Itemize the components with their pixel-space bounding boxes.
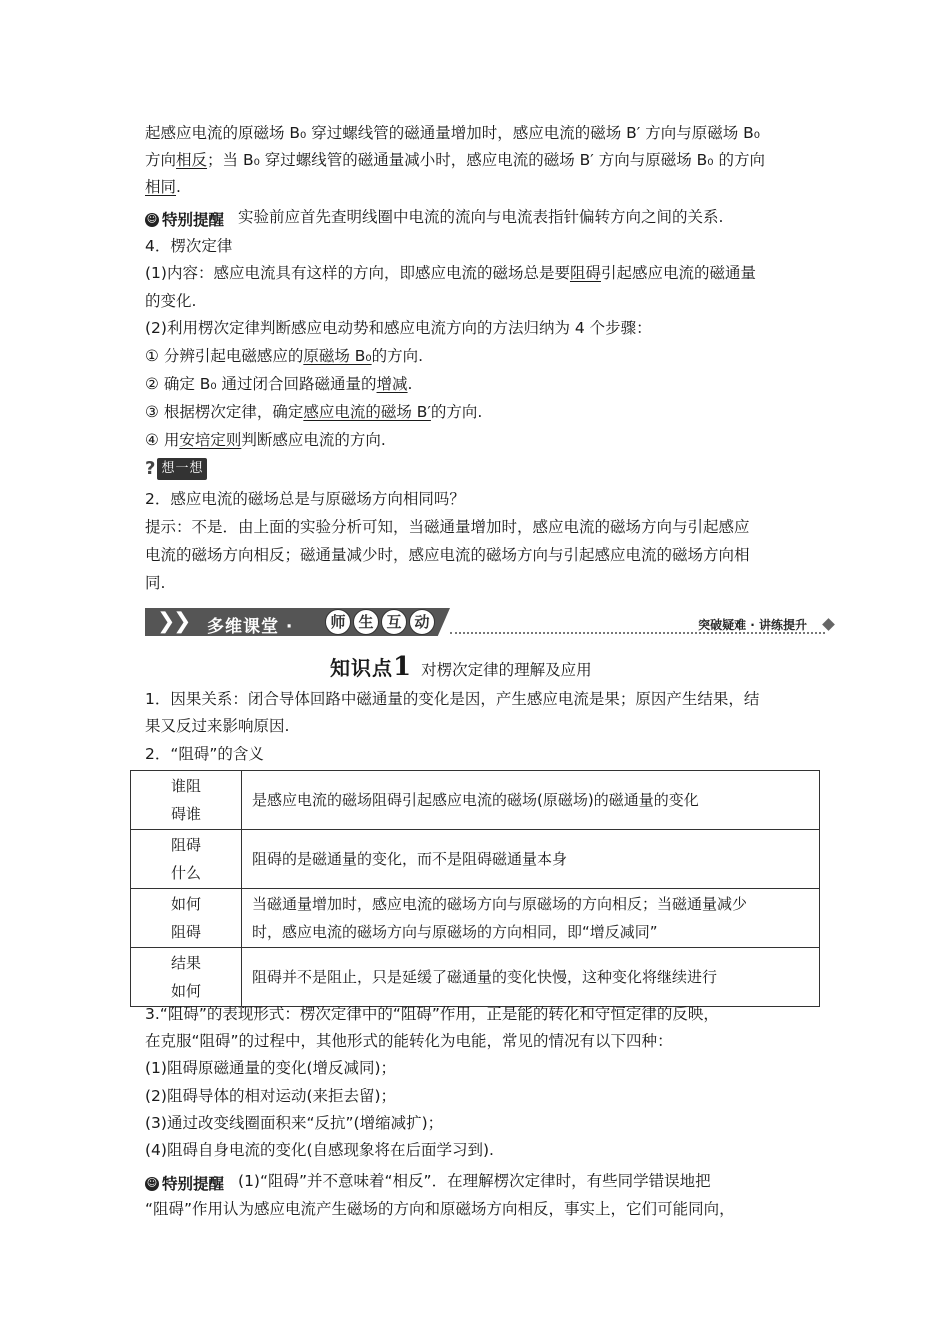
hinder-form-item-3: (3)通过改变线圈面积来“反抗”(增缩减扩)；	[145, 1114, 444, 1132]
lenz-content-line-2: 的变化.	[145, 292, 197, 310]
table-row	[131, 948, 820, 1007]
tip-badge: ☺ 特别提醒	[146, 211, 225, 229]
tip-note-2: ☺ 特别提醒 (1)“阻碍”并不意味着“相反”．在理解楞次定律时，有些同学错误地把	[146, 1172, 711, 1193]
chevron-right-icon: ❯	[157, 609, 176, 634]
table-value-cell: 当磁通量增加时，感应电流的磁场方向与原磁场的方向相反；当磁通量减少 时，感应电流的磁场方向与原磁场的方向相同，即“增反减同”	[242, 889, 820, 948]
lenz-step-1: ① 分辨引起电磁感应的原磁场 B₀的方向.	[145, 347, 424, 365]
table-key-cell: 如何 阻碍	[131, 889, 242, 948]
banner-circle-char: 互	[381, 609, 407, 635]
section-banner	[145, 606, 835, 638]
smile-icon: ☺	[146, 1178, 158, 1189]
think-answer-line-3: 同.	[145, 574, 166, 592]
table-key-cell: 结果 如何	[131, 948, 242, 1007]
hinder-form-item-1: (1)阻碍原磁通量的变化(增反减同)；	[145, 1059, 397, 1077]
table-value-cell: 阻碍的是磁通量的变化，而不是阻碍磁通量本身	[242, 830, 820, 889]
lenz-content-line-1: (1)内容：感应电流具有这样的方向，即感应电流的磁场总是要阻碍引起感应电流的磁通量	[145, 264, 756, 282]
think-badge: ? 想一想	[145, 458, 207, 480]
cause-effect-line-1: 1．因果关系：闭合导体回路中磁通量的变化是因，产生感应电流是果；原因产生结果，结	[145, 690, 760, 708]
answer-underline: 安培定则	[179, 431, 242, 449]
cause-effect-line-2: 果又反过来影响原因.	[145, 717, 290, 735]
intro-line-3: 相同.	[145, 178, 181, 196]
tip-note-2-line-2: “阻碍”作用认为感应电流产生磁场的方向和原磁场方向相反，事实上，它们可能同向，	[145, 1200, 735, 1218]
answer-underline: 相同	[145, 178, 177, 196]
knowledge-point-heading: 知识点1 对楞次定律的理解及应用	[330, 652, 592, 682]
table-value-cell: 是感应电流的磁场阻碍引起感应电流的磁场(原磁场)的磁通量的变化	[242, 771, 820, 830]
lenz-step-4: ④ 用安培定则判断感应电流的方向.	[145, 431, 386, 449]
intro-line-2: 方向相反；当 B₀ 穿过螺线管的磁通量减小时，感应电流的磁场 B′ 方向与原磁场 B₀ 的方向	[145, 151, 765, 169]
intro-line-1: 起感应电流的原磁场 B₀ 穿过螺线管的磁通量增加时，感应电流的磁场 B′ 方向与原磁场 B₀	[145, 124, 760, 142]
think-answer-line-1: 提示：不是．由上面的实验分析可知，当磁通量增加时，感应电流的磁场方向与引起感应	[145, 518, 750, 536]
hinder-form-item-2: (2)阻碍导体的相对运动(来拒去留)；	[145, 1087, 397, 1105]
tip-badge: ☺ 特别提醒	[146, 1175, 225, 1193]
question-mark-icon: ?	[145, 458, 156, 479]
hinder-meaning-table	[130, 770, 820, 1007]
answer-underline: 相反	[176, 151, 208, 169]
banner-circles	[325, 609, 435, 635]
lenz-step-3: ③ 根据楞次定律，确定感应电流的磁场 B′的方向.	[145, 403, 483, 421]
banner-circle-char: 动	[409, 609, 435, 635]
section-heading-lenz: 4．楞次定律	[145, 237, 233, 255]
hinder-forms-line-1: 3.“阻碍”的表现形式：楞次定律中的“阻碍”作用，正是能的转化和守恒定律的反映，	[145, 1005, 719, 1023]
banner-title: 多维课堂 ·	[207, 617, 294, 637]
hinder-meaning-heading: 2．“阻碍”的含义	[145, 745, 264, 763]
table-row	[131, 830, 820, 889]
tip-note-1: ☺ 特别提醒 实验前应首先查明线圈中电流的流向与电流表指针偏转方向之间的关系.	[146, 208, 724, 229]
think-answer-line-2: 电流的磁场方向相反；磁通量减少时，感应电流的磁场方向与引起感应电流的磁场方向相	[145, 546, 750, 564]
answer-underline: 增减	[376, 375, 408, 393]
diamond-icon	[822, 618, 835, 631]
smile-icon: ☺	[146, 214, 158, 225]
table-key-cell: 谁阻 碍谁	[131, 771, 242, 830]
hinder-form-item-4: (4)阻碍自身电流的变化(自感现象将在后面学习到).	[145, 1141, 494, 1159]
chevron-right-icon: ❯	[173, 609, 192, 634]
banner-circle-char: 生	[353, 609, 379, 635]
lenz-step-2: ② 确定 B₀ 通过闭合回路磁通量的增减.	[145, 375, 413, 393]
banner-circle-char: 师	[325, 609, 351, 635]
table-row	[131, 771, 820, 830]
answer-underline: 原磁场 B₀	[303, 347, 372, 365]
answer-underline: 感应电流的磁场 B′	[303, 403, 431, 421]
table-key-cell: 阻碍 什么	[131, 830, 242, 889]
banner-subtitle: 突破疑难 · 讲练提升	[698, 618, 807, 632]
answer-underline: 阻碍	[569, 264, 601, 282]
table-value-cell: 阻碍并不是阻止，只是延缓了磁通量的变化快慢，这种变化将继续进行	[242, 948, 820, 1007]
table-row	[131, 889, 820, 948]
hinder-forms-line-2: 在克服“阻碍”的过程中，其他形式的能转化为电能，常见的情况有以下四种：	[145, 1032, 673, 1050]
think-question: 2．感应电流的磁场总是与原磁场方向相同吗？	[145, 490, 465, 508]
lenz-method-intro: (2)利用楞次定律判断感应电动势和感应电流方向的方法归纳为 4 个步骤：	[145, 319, 652, 337]
